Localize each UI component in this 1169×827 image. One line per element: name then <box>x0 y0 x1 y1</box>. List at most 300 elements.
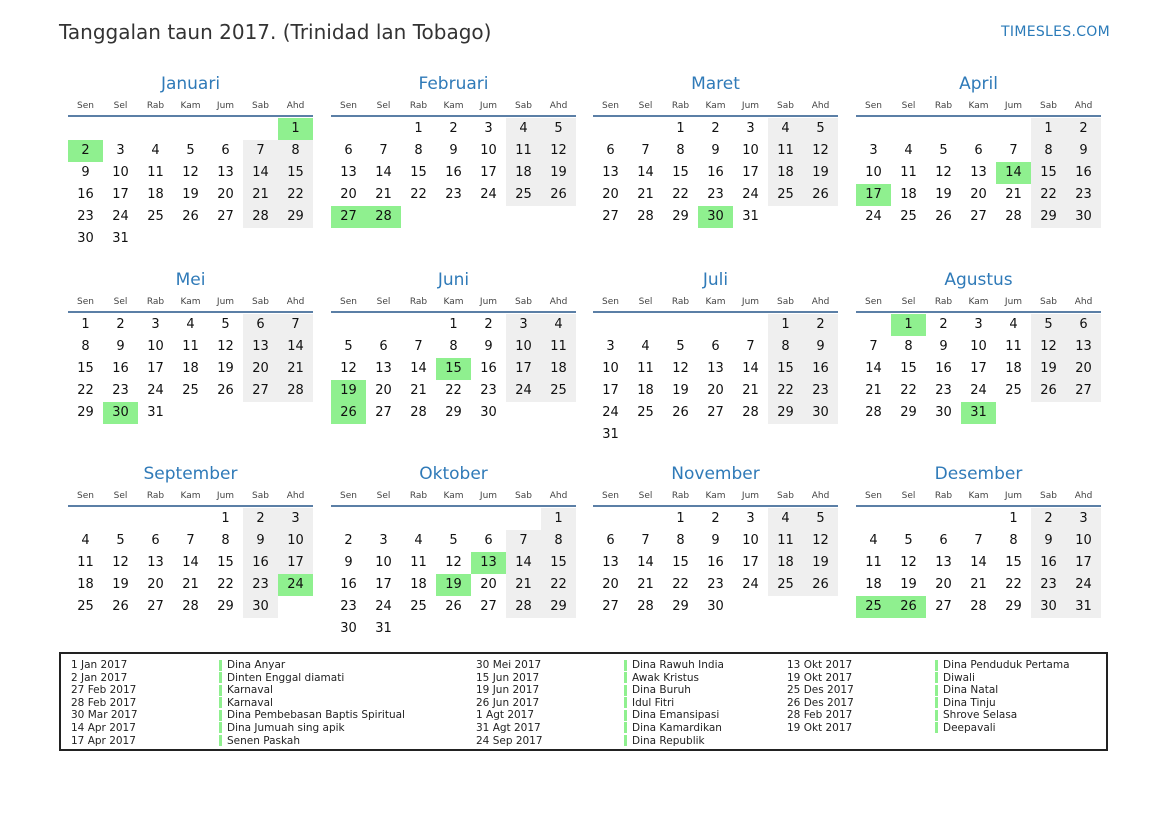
day-cell[interactable]: 20 <box>602 577 619 592</box>
day-cell[interactable]: 5 <box>1031 314 1066 336</box>
day-cell[interactable]: 18 <box>410 577 427 592</box>
day-cell[interactable]: 29 <box>1005 599 1022 614</box>
day-cell[interactable]: 26 <box>331 402 366 424</box>
day-cell[interactable]: 2 <box>449 121 458 136</box>
day-cell[interactable]: 9 <box>939 339 948 354</box>
day-cell[interactable]: 23 <box>707 577 724 592</box>
day-cell[interactable]: 5 <box>541 118 576 140</box>
day-cell[interactable]: 20 <box>375 383 392 398</box>
day-cell[interactable]: 29 <box>672 209 689 224</box>
day-cell[interactable]: 25 <box>77 599 94 614</box>
day-cell[interactable]: 13 <box>707 361 724 376</box>
day-cell[interactable]: 15 <box>77 361 94 376</box>
day-cell[interactable]: 20 <box>243 358 278 380</box>
day-cell[interactable]: 2 <box>711 511 720 526</box>
day-cell[interactable]: 9 <box>449 143 458 158</box>
day-cell[interactable]: 21 <box>243 184 278 206</box>
day-cell[interactable]: 12 <box>803 530 838 552</box>
day-cell[interactable]: 16 <box>1066 162 1101 184</box>
day-cell[interactable]: 9 <box>1066 140 1101 162</box>
day-cell[interactable]: 10 <box>1066 530 1101 552</box>
day-cell[interactable]: 14 <box>637 555 654 570</box>
day-cell[interactable]: 10 <box>375 555 392 570</box>
day-cell[interactable]: 26 <box>672 405 689 420</box>
day-cell[interactable]: 5 <box>803 118 838 140</box>
day-cell[interactable]: 16 <box>707 555 724 570</box>
day-cell[interactable]: 28 <box>637 209 654 224</box>
day-cell[interactable]: 14 <box>243 162 278 184</box>
day-cell[interactable]: 25 <box>147 209 164 224</box>
day-cell[interactable]: 14 <box>375 165 392 180</box>
day-cell[interactable]: 22 <box>445 383 462 398</box>
day-cell[interactable]: 10 <box>506 336 541 358</box>
day-cell[interactable]: 24 <box>742 187 759 202</box>
day-cell[interactable]: 21 <box>375 187 392 202</box>
day-cell[interactable]: 24 <box>1066 574 1101 596</box>
day-cell[interactable]: 4 <box>641 339 650 354</box>
day-cell[interactable]: 10 <box>602 361 619 376</box>
day-cell[interactable]: 27 <box>1066 380 1101 402</box>
day-cell[interactable]: 24 <box>602 405 619 420</box>
day-cell[interactable]: 11 <box>768 530 803 552</box>
day-cell[interactable]: 24 <box>970 383 987 398</box>
day-cell[interactable]: 12 <box>803 140 838 162</box>
day-cell[interactable]: 23 <box>445 187 462 202</box>
day-cell[interactable]: 24 <box>742 577 759 592</box>
day-cell[interactable]: 12 <box>445 555 462 570</box>
day-cell[interactable]: 16 <box>77 187 94 202</box>
day-cell[interactable]: 6 <box>151 533 160 548</box>
day-cell[interactable]: 1 <box>541 508 576 530</box>
day-cell[interactable]: 9 <box>1031 530 1066 552</box>
day-cell[interactable]: 28 <box>742 405 759 420</box>
day-cell[interactable]: 24 <box>278 574 313 596</box>
day-cell[interactable]: 23 <box>1031 574 1066 596</box>
day-cell[interactable]: 27 <box>217 209 234 224</box>
day-cell[interactable]: 30 <box>1066 206 1101 228</box>
day-cell[interactable]: 23 <box>243 574 278 596</box>
day-cell[interactable]: 29 <box>768 402 803 424</box>
day-cell[interactable]: 22 <box>77 383 94 398</box>
day-cell[interactable]: 5 <box>221 317 230 332</box>
day-cell[interactable]: 28 <box>243 206 278 228</box>
day-cell[interactable]: 17 <box>278 552 313 574</box>
day-cell[interactable]: 20 <box>970 187 987 202</box>
day-cell[interactable]: 20 <box>340 187 357 202</box>
day-cell[interactable]: 23 <box>77 209 94 224</box>
day-cell[interactable]: 5 <box>344 339 353 354</box>
day-cell[interactable]: 29 <box>672 599 689 614</box>
day-cell[interactable]: 20 <box>935 577 952 592</box>
day-cell[interactable]: 19 <box>217 361 234 376</box>
day-cell[interactable]: 26 <box>803 184 838 206</box>
day-cell[interactable]: 6 <box>606 533 615 548</box>
day-cell[interactable]: 10 <box>742 533 759 548</box>
day-cell[interactable]: 20 <box>147 577 164 592</box>
day-cell[interactable]: 10 <box>970 339 987 354</box>
day-cell[interactable]: 21 <box>506 574 541 596</box>
day-cell[interactable]: 7 <box>278 314 313 336</box>
day-cell[interactable]: 13 <box>970 165 987 180</box>
day-cell[interactable]: 11 <box>506 140 541 162</box>
day-cell[interactable]: 9 <box>344 555 353 570</box>
day-cell[interactable]: 20 <box>1066 358 1101 380</box>
day-cell[interactable]: 25 <box>856 596 891 618</box>
day-cell[interactable]: 1 <box>449 317 458 332</box>
day-cell[interactable]: 13 <box>1066 336 1101 358</box>
day-cell[interactable]: 26 <box>445 599 462 614</box>
day-cell[interactable]: 13 <box>602 165 619 180</box>
day-cell[interactable]: 21 <box>637 577 654 592</box>
day-cell[interactable]: 15 <box>541 552 576 574</box>
day-cell[interactable]: 1 <box>891 314 926 336</box>
day-cell[interactable]: 3 <box>974 317 983 332</box>
day-cell[interactable]: 12 <box>1031 336 1066 358</box>
day-cell[interactable]: 29 <box>541 596 576 618</box>
day-cell[interactable]: 17 <box>742 555 759 570</box>
day-cell[interactable]: 20 <box>707 383 724 398</box>
day-cell[interactable]: 26 <box>891 596 926 618</box>
day-cell[interactable]: 24 <box>480 187 497 202</box>
day-cell[interactable]: 10 <box>865 165 882 180</box>
day-cell[interactable]: 12 <box>541 140 576 162</box>
day-cell[interactable]: 16 <box>340 577 357 592</box>
day-cell[interactable]: 10 <box>742 143 759 158</box>
day-cell[interactable]: 4 <box>904 143 913 158</box>
day-cell[interactable]: 30 <box>1031 596 1066 618</box>
day-cell[interactable]: 14 <box>970 555 987 570</box>
day-cell[interactable]: 19 <box>1031 358 1066 380</box>
day-cell[interactable]: 22 <box>672 577 689 592</box>
day-cell[interactable]: 22 <box>1005 577 1022 592</box>
day-cell[interactable]: 4 <box>506 118 541 140</box>
day-cell[interactable]: 22 <box>217 577 234 592</box>
day-cell[interactable]: 9 <box>116 339 125 354</box>
day-cell[interactable]: 5 <box>939 143 948 158</box>
day-cell[interactable]: 28 <box>637 599 654 614</box>
day-cell[interactable]: 3 <box>484 121 493 136</box>
day-cell[interactable]: 5 <box>676 339 685 354</box>
day-cell[interactable]: 14 <box>182 555 199 570</box>
day-cell[interactable]: 17 <box>1066 552 1101 574</box>
day-cell[interactable]: 18 <box>77 577 94 592</box>
day-cell[interactable]: 21 <box>637 187 654 202</box>
day-cell[interactable]: 14 <box>637 165 654 180</box>
day-cell[interactable]: 15 <box>217 555 234 570</box>
day-cell[interactable]: 21 <box>182 577 199 592</box>
day-cell[interactable]: 17 <box>147 361 164 376</box>
day-cell[interactable]: 15 <box>410 165 427 180</box>
day-cell[interactable]: 31 <box>147 405 164 420</box>
day-cell[interactable]: 22 <box>672 187 689 202</box>
day-cell[interactable]: 16 <box>707 165 724 180</box>
day-cell[interactable]: 21 <box>1005 187 1022 202</box>
day-cell[interactable]: 28 <box>970 599 987 614</box>
day-cell[interactable]: 14 <box>996 162 1031 184</box>
day-cell[interactable]: 21 <box>278 358 313 380</box>
day-cell[interactable]: 26 <box>1031 380 1066 402</box>
day-cell[interactable]: 4 <box>869 533 878 548</box>
day-cell[interactable]: 7 <box>869 339 878 354</box>
day-cell[interactable]: 1 <box>221 511 230 526</box>
day-cell[interactable]: 16 <box>480 361 497 376</box>
day-cell[interactable]: 2 <box>803 314 838 336</box>
day-cell[interactable]: 27 <box>970 209 987 224</box>
day-cell[interactable]: 25 <box>1005 383 1022 398</box>
day-cell[interactable]: 3 <box>506 314 541 336</box>
day-cell[interactable]: 23 <box>935 383 952 398</box>
day-cell[interactable]: 8 <box>676 533 685 548</box>
day-cell[interactable]: 31 <box>602 427 619 442</box>
day-cell[interactable]: 13 <box>375 361 392 376</box>
day-cell[interactable]: 13 <box>217 165 234 180</box>
day-cell[interactable]: 3 <box>116 143 125 158</box>
day-cell[interactable]: 15 <box>900 361 917 376</box>
day-cell[interactable]: 19 <box>331 380 366 402</box>
day-cell[interactable]: 29 <box>278 206 313 228</box>
day-cell[interactable]: 1 <box>1031 118 1066 140</box>
day-cell[interactable]: 12 <box>112 555 129 570</box>
day-cell[interactable]: 8 <box>449 339 458 354</box>
day-cell[interactable]: 27 <box>602 209 619 224</box>
day-cell[interactable]: 22 <box>410 187 427 202</box>
day-cell[interactable]: 22 <box>900 383 917 398</box>
day-cell[interactable]: 17 <box>742 165 759 180</box>
day-cell[interactable]: 28 <box>366 206 401 228</box>
day-cell[interactable]: 16 <box>935 361 952 376</box>
day-cell[interactable]: 24 <box>865 209 882 224</box>
day-cell[interactable]: 2 <box>484 317 493 332</box>
day-cell[interactable]: 13 <box>602 555 619 570</box>
day-cell[interactable]: 11 <box>182 339 199 354</box>
day-cell[interactable]: 10 <box>278 530 313 552</box>
day-cell[interactable]: 4 <box>414 533 423 548</box>
day-cell[interactable]: 30 <box>77 231 94 246</box>
day-cell[interactable]: 13 <box>340 165 357 180</box>
day-cell[interactable]: 12 <box>217 339 234 354</box>
day-cell[interactable]: 19 <box>803 162 838 184</box>
day-cell[interactable]: 16 <box>445 165 462 180</box>
day-cell[interactable]: 15 <box>278 162 313 184</box>
day-cell[interactable]: 18 <box>768 162 803 184</box>
day-cell[interactable]: 4 <box>768 508 803 530</box>
day-cell[interactable]: 31 <box>1066 596 1101 618</box>
day-cell[interactable]: 4 <box>186 317 195 332</box>
day-cell[interactable]: 1 <box>768 314 803 336</box>
day-cell[interactable]: 30 <box>707 599 724 614</box>
day-cell[interactable]: 1 <box>676 121 685 136</box>
day-cell[interactable]: 17 <box>602 383 619 398</box>
day-cell[interactable]: 14 <box>865 361 882 376</box>
day-cell[interactable]: 13 <box>471 552 506 574</box>
day-cell[interactable]: 23 <box>480 383 497 398</box>
day-cell[interactable]: 7 <box>379 143 388 158</box>
day-cell[interactable]: 2 <box>344 533 353 548</box>
day-cell[interactable]: 14 <box>742 361 759 376</box>
day-cell[interactable]: 12 <box>935 165 952 180</box>
day-cell[interactable]: 28 <box>278 380 313 402</box>
day-cell[interactable]: 21 <box>742 383 759 398</box>
day-cell[interactable]: 28 <box>410 405 427 420</box>
day-cell[interactable]: 4 <box>541 314 576 336</box>
day-cell[interactable]: 3 <box>1066 508 1101 530</box>
day-cell[interactable]: 4 <box>768 118 803 140</box>
day-cell[interactable]: 17 <box>112 187 129 202</box>
day-cell[interactable]: 27 <box>243 380 278 402</box>
day-cell[interactable]: 12 <box>672 361 689 376</box>
day-cell[interactable]: 31 <box>742 209 759 224</box>
day-cell[interactable]: 9 <box>484 339 493 354</box>
day-cell[interactable]: 7 <box>641 143 650 158</box>
day-cell[interactable]: 31 <box>375 621 392 636</box>
day-cell[interactable]: 24 <box>506 380 541 402</box>
day-cell[interactable]: 23 <box>803 380 838 402</box>
day-cell[interactable]: 9 <box>711 143 720 158</box>
day-cell[interactable]: 3 <box>746 121 755 136</box>
day-cell[interactable]: 26 <box>112 599 129 614</box>
day-cell[interactable]: 6 <box>939 533 948 548</box>
day-cell[interactable]: 27 <box>147 599 164 614</box>
day-cell[interactable]: 2 <box>116 317 125 332</box>
day-cell[interactable]: 22 <box>541 574 576 596</box>
day-cell[interactable]: 30 <box>698 206 733 228</box>
day-cell[interactable]: 14 <box>410 361 427 376</box>
brand-link[interactable]: TIMESLES.COM <box>1001 24 1110 40</box>
day-cell[interactable]: 20 <box>217 187 234 202</box>
day-cell[interactable]: 13 <box>243 336 278 358</box>
day-cell[interactable]: 15 <box>672 165 689 180</box>
day-cell[interactable]: 30 <box>243 596 278 618</box>
day-cell[interactable]: 27 <box>707 405 724 420</box>
day-cell[interactable]: 20 <box>602 187 619 202</box>
day-cell[interactable]: 5 <box>904 533 913 548</box>
day-cell[interactable]: 8 <box>1031 140 1066 162</box>
day-cell[interactable]: 18 <box>900 187 917 202</box>
day-cell[interactable]: 10 <box>480 143 497 158</box>
day-cell[interactable]: 25 <box>900 209 917 224</box>
day-cell[interactable]: 3 <box>869 143 878 158</box>
day-cell[interactable]: 31 <box>112 231 129 246</box>
day-cell[interactable]: 3 <box>606 339 615 354</box>
day-cell[interactable]: 19 <box>541 162 576 184</box>
day-cell[interactable]: 24 <box>375 599 392 614</box>
day-cell[interactable]: 5 <box>803 508 838 530</box>
day-cell[interactable]: 18 <box>541 358 576 380</box>
day-cell[interactable]: 29 <box>217 599 234 614</box>
day-cell[interactable]: 15 <box>1005 555 1022 570</box>
day-cell[interactable]: 8 <box>414 143 423 158</box>
day-cell[interactable]: 7 <box>506 530 541 552</box>
day-cell[interactable]: 31 <box>961 402 996 424</box>
day-cell[interactable]: 25 <box>182 383 199 398</box>
day-cell[interactable]: 15 <box>672 555 689 570</box>
day-cell[interactable]: 11 <box>410 555 427 570</box>
day-cell[interactable]: 2 <box>939 317 948 332</box>
day-cell[interactable]: 21 <box>410 383 427 398</box>
day-cell[interactable]: 8 <box>81 339 90 354</box>
day-cell[interactable]: 8 <box>1009 533 1018 548</box>
day-cell[interactable]: 3 <box>379 533 388 548</box>
day-cell[interactable]: 6 <box>711 339 720 354</box>
day-cell[interactable]: 11 <box>637 361 654 376</box>
day-cell[interactable]: 22 <box>768 380 803 402</box>
day-cell[interactable]: 25 <box>637 405 654 420</box>
day-cell[interactable]: 16 <box>112 361 129 376</box>
day-cell[interactable]: 6 <box>379 339 388 354</box>
day-cell[interactable]: 1 <box>676 511 685 526</box>
day-cell[interactable]: 8 <box>541 530 576 552</box>
day-cell[interactable]: 1 <box>414 121 423 136</box>
day-cell[interactable]: 27 <box>935 599 952 614</box>
day-cell[interactable]: 9 <box>803 336 838 358</box>
day-cell[interactable]: 6 <box>974 143 983 158</box>
day-cell[interactable]: 6 <box>221 143 230 158</box>
day-cell[interactable]: 7 <box>974 533 983 548</box>
day-cell[interactable]: 26 <box>182 209 199 224</box>
day-cell[interactable]: 26 <box>217 383 234 398</box>
day-cell[interactable]: 22 <box>278 184 313 206</box>
day-cell[interactable]: 11 <box>147 165 164 180</box>
day-cell[interactable]: 12 <box>340 361 357 376</box>
day-cell[interactable]: 18 <box>182 361 199 376</box>
day-cell[interactable]: 8 <box>904 339 913 354</box>
day-cell[interactable]: 12 <box>182 165 199 180</box>
day-cell[interactable]: 19 <box>436 574 471 596</box>
day-cell[interactable]: 13 <box>935 555 952 570</box>
day-cell[interactable]: 30 <box>480 405 497 420</box>
day-cell[interactable]: 25 <box>506 184 541 206</box>
day-cell[interactable]: 19 <box>672 383 689 398</box>
day-cell[interactable]: 8 <box>278 140 313 162</box>
day-cell[interactable]: 15 <box>768 358 803 380</box>
day-cell[interactable]: 26 <box>935 209 952 224</box>
day-cell[interactable]: 25 <box>768 184 803 206</box>
day-cell[interactable]: 26 <box>803 574 838 596</box>
day-cell[interactable]: 4 <box>1009 317 1018 332</box>
day-cell[interactable]: 19 <box>182 187 199 202</box>
day-cell[interactable]: 7 <box>746 339 755 354</box>
day-cell[interactable]: 18 <box>637 383 654 398</box>
day-cell[interactable]: 29 <box>77 405 94 420</box>
day-cell[interactable]: 8 <box>768 336 803 358</box>
day-cell[interactable]: 29 <box>445 405 462 420</box>
day-cell[interactable]: 6 <box>344 143 353 158</box>
day-cell[interactable]: 19 <box>112 577 129 592</box>
day-cell[interactable]: 9 <box>243 530 278 552</box>
day-cell[interactable]: 7 <box>641 533 650 548</box>
day-cell[interactable]: 22 <box>1031 184 1066 206</box>
day-cell[interactable]: 9 <box>81 165 90 180</box>
day-cell[interactable]: 10 <box>147 339 164 354</box>
day-cell[interactable]: 11 <box>900 165 917 180</box>
day-cell[interactable]: 16 <box>243 552 278 574</box>
day-cell[interactable]: 25 <box>768 574 803 596</box>
day-cell[interactable]: 11 <box>541 336 576 358</box>
day-cell[interactable]: 15 <box>436 358 471 380</box>
day-cell[interactable]: 4 <box>151 143 160 158</box>
day-cell[interactable]: 11 <box>1005 339 1022 354</box>
day-cell[interactable]: 5 <box>449 533 458 548</box>
day-cell[interactable]: 24 <box>147 383 164 398</box>
day-cell[interactable]: 14 <box>506 552 541 574</box>
day-cell[interactable]: 27 <box>331 206 366 228</box>
day-cell[interactable]: 27 <box>375 405 392 420</box>
day-cell[interactable]: 30 <box>340 621 357 636</box>
day-cell[interactable]: 18 <box>1005 361 1022 376</box>
day-cell[interactable]: 5 <box>186 143 195 158</box>
day-cell[interactable]: 18 <box>865 577 882 592</box>
day-cell[interactable]: 16 <box>803 358 838 380</box>
